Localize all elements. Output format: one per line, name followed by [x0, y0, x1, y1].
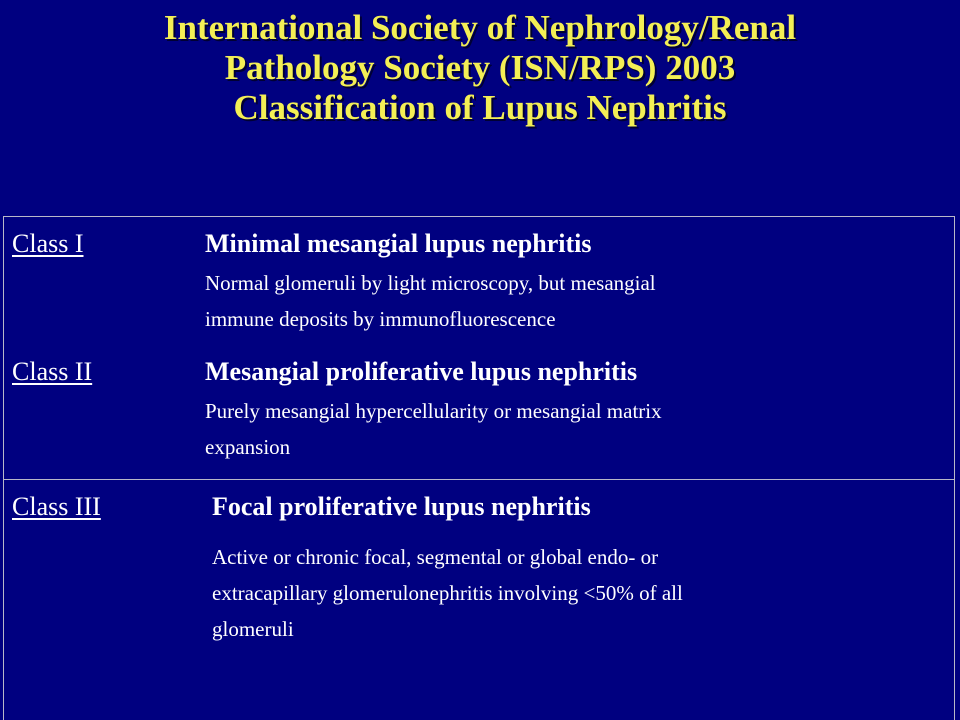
class-desc-1-line-1: Normal glomeruli by light microscopy, but mesangial: [205, 271, 656, 295]
title-line-2: Pathology Society (ISN/RPS) 2003: [224, 48, 736, 87]
class-label-1: Class I: [12, 229, 84, 258]
class-name-1: Minimal mesangial lupus nephritis: [205, 229, 592, 258]
class-desc-2: [205, 393, 662, 465]
class-name-2: Mesangial proliferative lupus nephritis: [205, 357, 638, 386]
classes-box-1: [3, 216, 955, 480]
classes-box-2: [3, 479, 955, 720]
class-desc-3-line-3: glomeruli: [212, 617, 294, 641]
class-desc-3-line-2: extracapillary glomerulonephritis involving <50% of all: [212, 581, 683, 605]
class-desc-2-line-2: expansion: [205, 435, 291, 459]
class-desc-1: [205, 265, 656, 337]
class-desc-3: [212, 539, 683, 647]
title-line-3: Classification of Lupus Nephritis: [233, 88, 727, 127]
class-desc-2-line-1: Purely mesangial hypercellularity or mesangial matrix: [205, 399, 662, 423]
class-name-3: Focal proliferative lupus nephritis: [212, 492, 591, 521]
title-line-1: International Society of Nephrology/Renal: [163, 8, 797, 47]
class-label-3: Class III: [12, 492, 101, 521]
slide-title: [0, 8, 960, 128]
class-desc-3-line-1: Active or chronic focal, segmental or global endo- or: [212, 545, 659, 569]
class-desc-1-line-2: immune deposits by immunofluorescence: [205, 307, 556, 331]
class-label-2: Class II: [12, 357, 93, 386]
